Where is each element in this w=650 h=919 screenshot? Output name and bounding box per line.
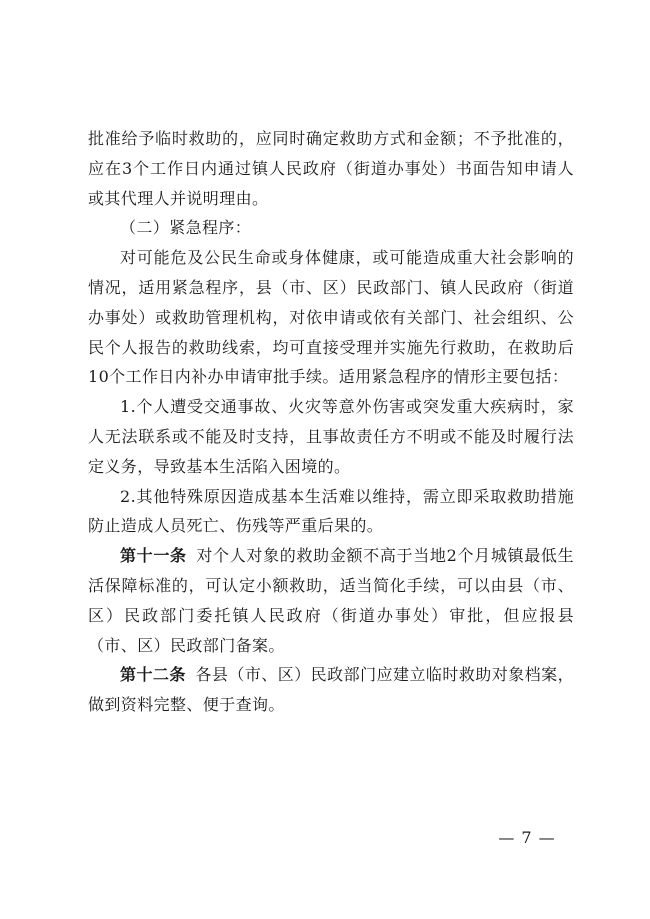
- article-12: [88, 660, 574, 720]
- article-11: [88, 541, 574, 660]
- paragraph-emergency-heading: （二）紧急程序：: [120, 218, 252, 238]
- article-11-number: 第十一条: [120, 546, 187, 566]
- paragraph-approval-notice: 批准给予临时救助的，应同时确定救助方式和金额；不予批准的，应在3个工作日内通过镇人民政府（街道办事处）书面告知申请人或其代理人并说明理由。: [88, 129, 574, 208]
- body-text: [88, 124, 574, 720]
- paragraph-emergency-procedure: 对可能危及公民生命或身体健康，或可能造成重大社会影响的情况，适用紧急程序，县（市、区）民政部门、镇人民政府（街道办事处）或救助管理机构，对依申请或依有关部门、社会组织、公民个人报告的救助线索，均可直接受理并实施先行救助，在救助后10个工作日内补办申请审批手续。适用紧急程序的情形主要包括：: [88, 248, 574, 387]
- paragraph-case-1: 1.个人遭受交通事故、火灾等意外伤害或突发重大疾病时，家人无法联系或不能及时支持，且事故责任方不明或不能及时履行法定义务，导致基本生活陷入困境的。: [88, 397, 574, 476]
- article-11-text: 对个人对象的救助金额不高于当地2个月城镇最低生活保障标准的，可认定小额救助，适当简化手续，可以由县（市、区）民政部门委托镇人民政府（街道办事处）审批，但应报县（市、区）民政部门备案。: [88, 546, 574, 655]
- page-number: — 7 —: [498, 828, 556, 847]
- article-12-text: 各县（市、区）民政部门应建立临时救助对象档案，做到资料完整、便于查询。: [88, 665, 575, 715]
- article-12-number: 第十二条: [120, 665, 186, 685]
- paragraph-case-2: 2.其他特殊原因造成基本生活难以维持，需立即采取救助措施防止造成人员死亡、伤残等严重后果的。: [88, 486, 574, 536]
